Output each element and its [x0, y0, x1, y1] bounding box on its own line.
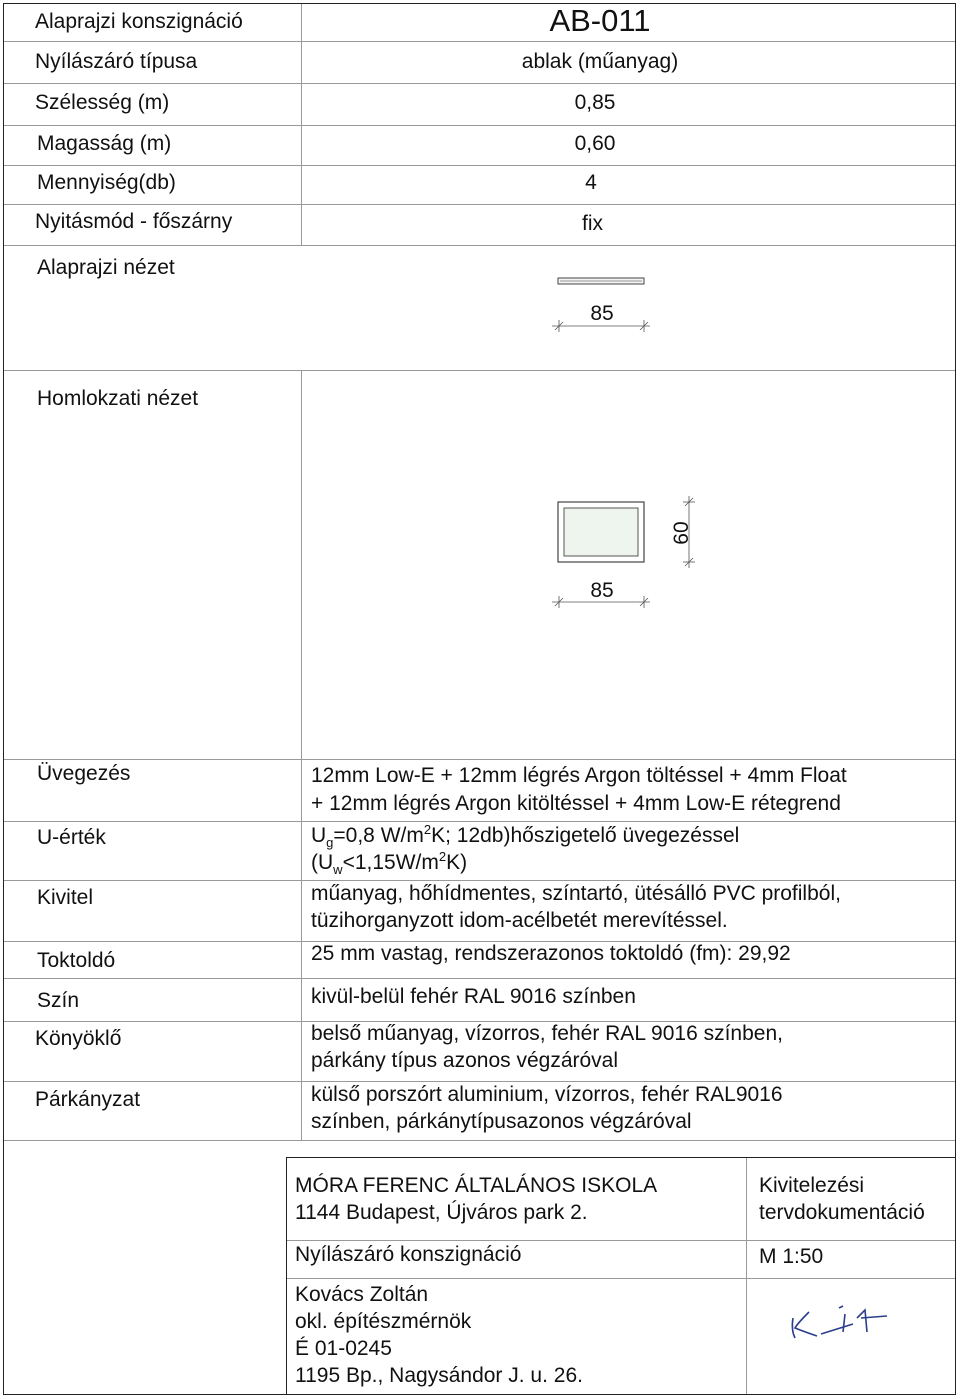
- label-consignment: Alaprajzi konszignáció: [35, 10, 243, 33]
- label-type: Nyílászáró típusa: [35, 50, 198, 73]
- drawing-name: Nyílászáró konszignáció: [295, 1243, 522, 1266]
- column-divider: [301, 370, 302, 759]
- label-opening: Nyitásmód - főszárny: [35, 210, 233, 233]
- label-glazing: Üvegezés: [37, 762, 131, 785]
- elevation-width-dimension: 85: [590, 579, 614, 602]
- row-divider: [4, 1081, 955, 1082]
- inner-sill-line-2: párkány típus azonos végzáróval: [311, 1049, 619, 1072]
- row-divider: [4, 821, 955, 822]
- execution-line-1: műanyag, hőhídmentes, színtartó, ütésálló PVC profilból,: [311, 882, 841, 905]
- label-inner-sill: Könyöklő: [35, 1027, 122, 1050]
- designer-title: okl. építészmérnök: [295, 1310, 472, 1333]
- elevation-glass-pane: [564, 508, 638, 556]
- row-divider: [4, 204, 955, 205]
- drawing-scale: M 1:50: [759, 1245, 824, 1268]
- designer-name: Kovács Zoltán: [295, 1283, 429, 1306]
- row-divider: [4, 880, 955, 881]
- title-block: [286, 1157, 956, 1395]
- project-school-name: MÓRA FERENC ÁLTALÁNOS ISKOLA: [295, 1174, 658, 1197]
- row-divider: [4, 1140, 955, 1141]
- row-divider: [4, 978, 955, 979]
- label-execution: Kivitel: [37, 886, 94, 909]
- label-outer-sill: Párkányzat: [35, 1088, 141, 1111]
- label-quantity: Mennyiség(db): [37, 171, 176, 194]
- row-divider: [4, 759, 955, 760]
- label-frame-extension: Toktoldó: [37, 949, 116, 972]
- color-value: kivül-belül fehér RAL 9016 színben: [311, 985, 636, 1008]
- elevation-height-dimension: 60: [670, 521, 693, 545]
- label-elevation-view: Homlokzati nézet: [37, 387, 199, 410]
- row-divider: [4, 41, 955, 42]
- row-divider: [4, 125, 955, 126]
- outer-sill-line-2: színben, párkánytípusazonos végzáróval: [311, 1110, 692, 1133]
- title-block-divider: [746, 1158, 747, 1394]
- designer-signature: [783, 1288, 903, 1348]
- title-block-divider: [287, 1278, 955, 1279]
- designer-registration: É 01-0245: [295, 1337, 392, 1360]
- title-block-divider: [287, 1240, 955, 1241]
- value-type: ablak (műanyag): [521, 50, 679, 73]
- row-divider: [4, 370, 955, 371]
- execution-line-2: tüzihorganyzott idom-acélbetét merevítéssel.: [311, 909, 728, 932]
- label-u-value: U-érték: [37, 826, 106, 849]
- document-type-line-2: tervdokumentáció: [759, 1201, 925, 1224]
- plan-width-dimension: 85: [590, 302, 614, 325]
- frame-extension-value: 25 mm vastag, rendszerazonos toktoldó (fm): 29,92: [311, 942, 791, 965]
- u-value-line-2: $(U_w<1,15W/m^2K)$: [311, 849, 468, 878]
- value-height: 0,60: [574, 132, 616, 155]
- label-width: Szélesség (m): [35, 91, 170, 114]
- row-divider: [4, 83, 955, 84]
- outer-sill-line-1: külső porszórt aluminium, vízorros, fehér RAL9016: [311, 1083, 783, 1106]
- value-opening: fix: [582, 212, 603, 235]
- row-divider: [4, 245, 955, 246]
- project-address: 1144 Budapest, Újváros park 2.: [295, 1201, 588, 1224]
- label-height: Magasság (m): [37, 132, 172, 155]
- consignment-code: AB-011: [549, 3, 651, 38]
- label-plan-view: Alaprajzi nézet: [37, 256, 175, 279]
- glazing-line-2: + 12mm légrés Argon kitöltéssel + 4mm Low-E rétegrend: [311, 792, 841, 815]
- label-color: Szín: [37, 989, 80, 1012]
- document-type-line-1: Kivitelezési: [759, 1174, 865, 1197]
- column-divider: [301, 759, 302, 1140]
- designer-address: 1195 Bp., Nagysándor J. u. 26.: [295, 1364, 583, 1387]
- value-width: 0,85: [574, 91, 616, 114]
- value-quantity: 4: [585, 171, 597, 194]
- inner-sill-line-1: belső műanyag, vízorros, fehér RAL 9016 színben,: [311, 1022, 783, 1045]
- u-value-line-1: $U_g=0,8$ $W/m^2K$; 12db)hőszigetelő üvegezéssel: [311, 822, 740, 851]
- row-divider: [4, 165, 955, 166]
- glazing-line-1: 12mm Low-E + 12mm légrés Argon töltéssel + 4mm Float: [311, 764, 847, 787]
- column-divider: [301, 4, 302, 245]
